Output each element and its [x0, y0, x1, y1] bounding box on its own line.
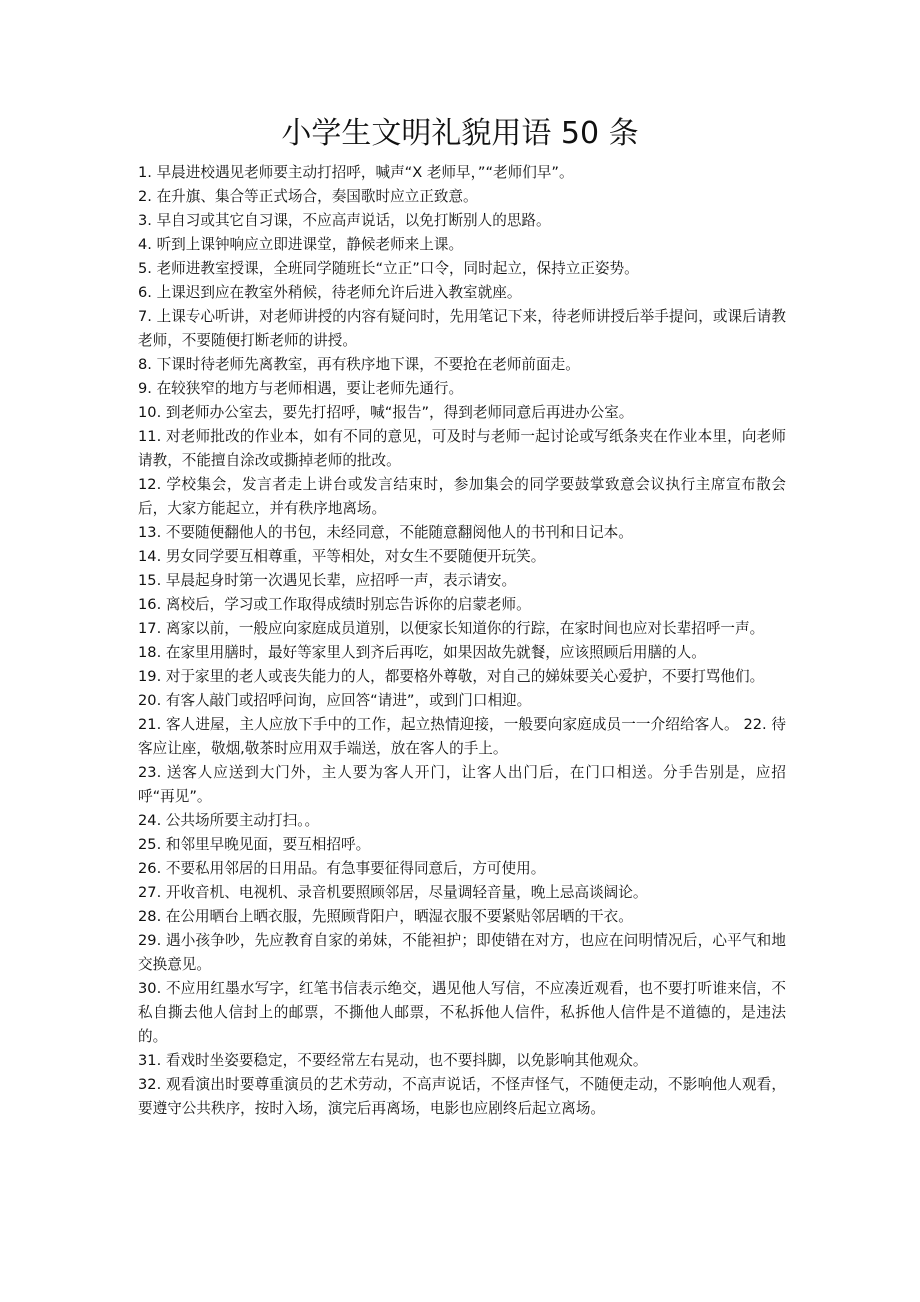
list-item: 9. 在较狭窄的地方与老师相遇，要让老师先通行。 — [138, 380, 464, 397]
list-item: 5. 老师进教室授课，全班同学随班长“立正”口令，同时起立，保持立正姿势。 — [138, 260, 639, 277]
list-item: 23. 送客人应送到大门外，主人要为客人开门，让客人出门后，在门口相送。分手告别是，应招呼“再见”。 — [138, 764, 786, 805]
list-item: 21. 客人进屋，主人应放下手中的工作，起立热情迎接，一般要向家庭成员一一介绍给客人。 22. 待客应让座，敬烟,敬茶时应用双手端送，放在客人的手上。 — [138, 716, 786, 757]
list-item: 26. 不要私用邻居的日用品。有急事要征得同意后，方可使用。 — [138, 860, 546, 877]
list-item: 18. 在家里用膳时，最好等家里人到齐后再吃，如果因故先就餐，应该照顾后用膳的人。 — [138, 644, 706, 661]
list-item: 25. 和邻里早晚见面，要互相招呼。 — [138, 836, 371, 853]
list-item: 2. 在升旗、集合等正式场合，奏国歌时应立正致意。 — [138, 188, 478, 205]
list-item: 14. 男女同学要互相尊重，平等相处，对女生不要随便开玩笑。 — [138, 548, 546, 565]
list-item: 1. 早晨进校遇见老师要主动打招呼，喊声“X 老师早，”“老师们早”。 — [138, 164, 574, 181]
list-item: 7. 上课专心听讲，对老师讲授的内容有疑问时，先用笔记下来，待老师讲授后举手提问，或课后请教老师，不要随便打断老师的讲授。 — [138, 308, 786, 349]
list-item: 12. 学校集会，发言者走上讲台或发言结束时，参加集会的同学要鼓掌致意会议执行主席宣布散会后，大家方能起立，并有秩序地离场。 — [138, 476, 786, 517]
list-item: 30. 不应用红墨水写字，红笔书信表示绝交，遇见他人写信，不应凑近观看，也不要打听谁来信，不私自撕去他人信封上的邮票，不撕他人邮票，不私拆他人信件，私拆他人信件是不道德的，是违法的。 — [138, 980, 786, 1045]
list-item: 20. 有客人敲门或招呼问询，应回答“请进”，或到门口相迎。 — [138, 692, 532, 709]
document-title: 小学生文明礼貌用语 50 条 — [281, 116, 639, 151]
list-item: 3. 早自习或其它自习课，不应高声说话，以免打断别人的思路。 — [138, 212, 551, 229]
list-item: 6. 上课迟到应在教室外稍候，待老师允许后进入教室就座。 — [138, 284, 522, 301]
list-item: 15. 早晨起身时第一次遇见长辈，应招呼一声，表示请安。 — [138, 572, 517, 589]
list-item: 28. 在公用晒台上晒衣服，先照顾背阳户，晒湿衣服不要紧贴邻居晒的干衣。 — [138, 908, 633, 925]
rules-list — [138, 161, 786, 1121]
list-item: 8. 下课时待老师先离教室，再有秩序地下课，不要抢在老师前面走。 — [138, 356, 580, 373]
list-item: 13. 不要随便翻他人的书包，未经同意，不能随意翻阅他人的书刊和日记本。 — [138, 524, 633, 541]
list-item: 24. 公共场所要主动打扫。。 — [138, 812, 320, 829]
list-item: 19. 对于家里的老人或丧失能力的人，都要格外尊敬，对自己的娣妹要关心爱护，不要打骂他们。 — [138, 668, 765, 685]
list-item: 10. 到老师办公室去，要先打招呼，喊“报告”，得到老师同意后再进办公室。 — [138, 404, 634, 421]
list-item: 27. 开收音机、电视机、录音机要照顾邻居，尽量调轻音量，晚上忌高谈阔论。 — [138, 884, 648, 901]
list-item: 31. 看戏时坐姿要稳定，不要经常左右晃动，也不要抖脚，以免影响其他观众。 — [138, 1052, 648, 1069]
list-item: 17. 离家以前，一般应向家庭成员道别，以便家长知道你的行踪，在家时间也应对长辈招呼一声。 — [138, 620, 765, 637]
list-item: 11. 对老师批改的作业本，如有不同的意见，可及时与老师一起讨论或写纸条夹在作业本里，向老师请教，不能擅自涂改或撕掉老师的批改。 — [138, 428, 786, 469]
list-item: 16. 离校后，学习或工作取得成绩时别忘告诉你的启蒙老师。 — [138, 596, 531, 613]
list-item: 29. 遇小孩争吵，先应教育自家的弟妹，不能袒护；即使错在对方，也应在问明情况后，心平气和地交换意见。 — [138, 932, 786, 973]
list-item: 4. 听到上课钟响应立即进课堂，静候老师来上课。 — [138, 236, 464, 253]
list-item: 32. 观看演出时要尊重演员的艺术劳动，不高声说话，不怪声怪气，不随便走动，不影响他人观看，要遵守公共秩序，按时入场，演完后再离场，电影也应剧终后起立离场。 — [138, 1076, 786, 1117]
